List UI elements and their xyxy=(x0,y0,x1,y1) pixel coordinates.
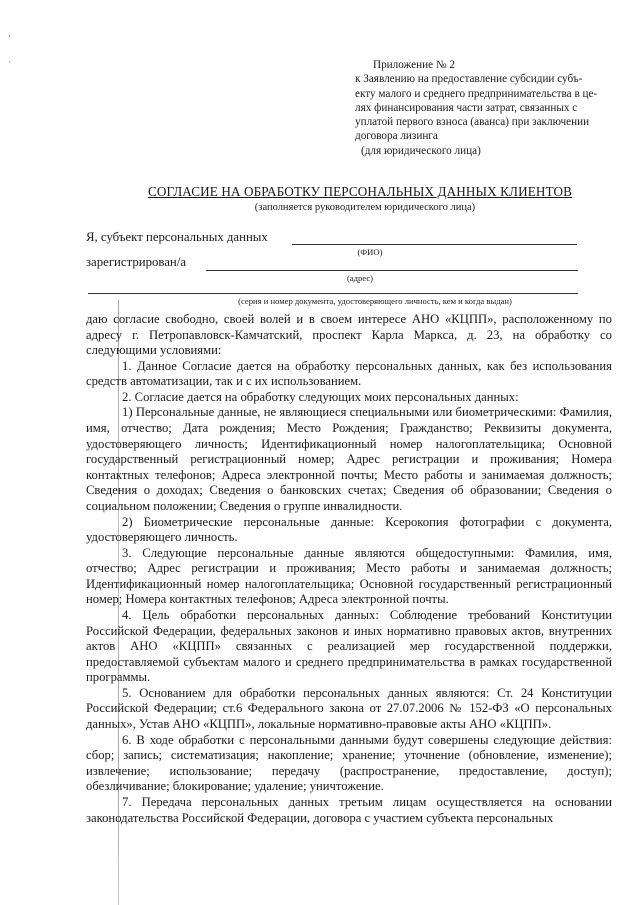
appendix-title: Приложение № 2 xyxy=(373,59,455,71)
document-title: СОГЛАСИЕ НА ОБРАБОТКУ ПЕРСОНАЛЬНЫХ ДАННЫХ КЛИЕНТОВ xyxy=(147,184,572,199)
scan-mark: · xyxy=(8,57,11,67)
clause-2-2: 2) Биометрические персональные данные: Ксерокопия фотографии с документа, удостоверяющего личность. xyxy=(86,514,612,545)
document-caption: (серия и номер документа, удостоверяющего личность, кем и когда выдан) xyxy=(238,296,512,306)
clause-4: 4. Цель обработки персональных данных: Соблюдение требований Конституции Российской Федерации, федеральных законов и иных нормативно правовых актов, внутренних актов АНО «КЦПП» связанных с реализацией мер государственной поддержки, предоставляемой субъектам малого и среднего предпринимательства в рамках государственной программы. xyxy=(86,607,612,685)
document-body xyxy=(86,312,612,826)
appendix-header xyxy=(355,58,617,158)
appendix-line: к Заявлению на предоставление субсидии субъ- xyxy=(355,73,583,86)
intro-paragraph: даю согласие свободно, своей волей и в своем интересе АНО «КЦПП», расположенному по адресу г. Петропавловск-Камчатский, проспект Карла Маркса, д. 23, на обработку со следующими условиями: xyxy=(86,312,612,358)
entity-note: (для юридического лица) xyxy=(361,144,481,157)
clause-6: 6. В ходе обработки с персональными данными будут совершены следующие действия: сбор; запись; систематизация; накопление; хранение; уточнение (обновление, изменение); извлечение; использование; передачу (распространение, предоставление, доступ); обезличивание; блокирование; удаление; уничтожение. xyxy=(86,732,612,794)
clause-3: 3. Следующие персональные данные являются общедоступными: Фамилия, имя, отчество; Адрес регистрации и проживания; Место работы и занимаемая должность; Идентификационный номер налогоплательщика; Основной государственный регистрационный номер; Номера контактных телефонов; Адреса электронной почты. xyxy=(86,545,612,607)
clause-2: 2. Согласие дается на обработку следующих моих персональных данных: xyxy=(122,389,519,404)
clause-7: 7. Передача персональных данных третьим лицам осуществляется на основании законодательства Российской Федерации, договора с участием субъекта персональных xyxy=(86,794,612,825)
clause-2-1: 1) Персональные данные, не являющиеся специальными или биометрическими: Фамилия, имя, отчество; Дата рождения; Место Рождения; Гражданство; Реквизиты документа, удостоверяющего личность; Идентификационный номер налогоплательщика; Основной государственный регистрационный номер; Адрес регистрации и проживания; Номера контактных телефонов; Адреса электронной почты; Место работы и занимаемая должность; Сведения о доходах; Сведения о банковских счетах; Сведения об образовании; Сведения о социальном положении; Сведения о группе инвалидности. xyxy=(86,405,612,513)
fio-input-line[interactable] xyxy=(292,244,577,245)
appendix-line: лях финансирования части затрат, связанных с xyxy=(355,101,578,114)
clause-1: 1. Данное Согласие дается на обработку персональных данных, как без использования средств автоматизации, так и с их использованием. xyxy=(86,358,612,389)
address-input-line[interactable] xyxy=(206,270,578,271)
subject-label: Я, субъект персональных данных xyxy=(86,230,268,244)
appendix-line: договора лизинга xyxy=(355,130,438,143)
address-caption: (адрес) xyxy=(346,273,374,283)
document-input-line[interactable] xyxy=(88,293,578,294)
clause-5: 5. Основанием для обработки персональных данных являются: Ст. 24 Конституции Российской Федерации; ст.6 Федерального закона от 27.07.2006 № 152-ФЗ «О персональных данных», Устав АНО «КЦПП», локальные нормативно-правовые акты АНО «КЦПП». xyxy=(86,685,612,732)
fio-caption: (ФИО) xyxy=(357,247,383,257)
appendix-line: уплатой первого взноса (аванса) при заключении xyxy=(355,116,590,129)
scan-mark: ‘ xyxy=(8,33,11,43)
appendix-line: екту малого и среднего предпринимательства в це- xyxy=(355,87,598,100)
document-subtitle: (заполняется руководителем юридического лица) xyxy=(254,202,476,213)
registered-label: зарегистрирован/а xyxy=(86,255,187,269)
